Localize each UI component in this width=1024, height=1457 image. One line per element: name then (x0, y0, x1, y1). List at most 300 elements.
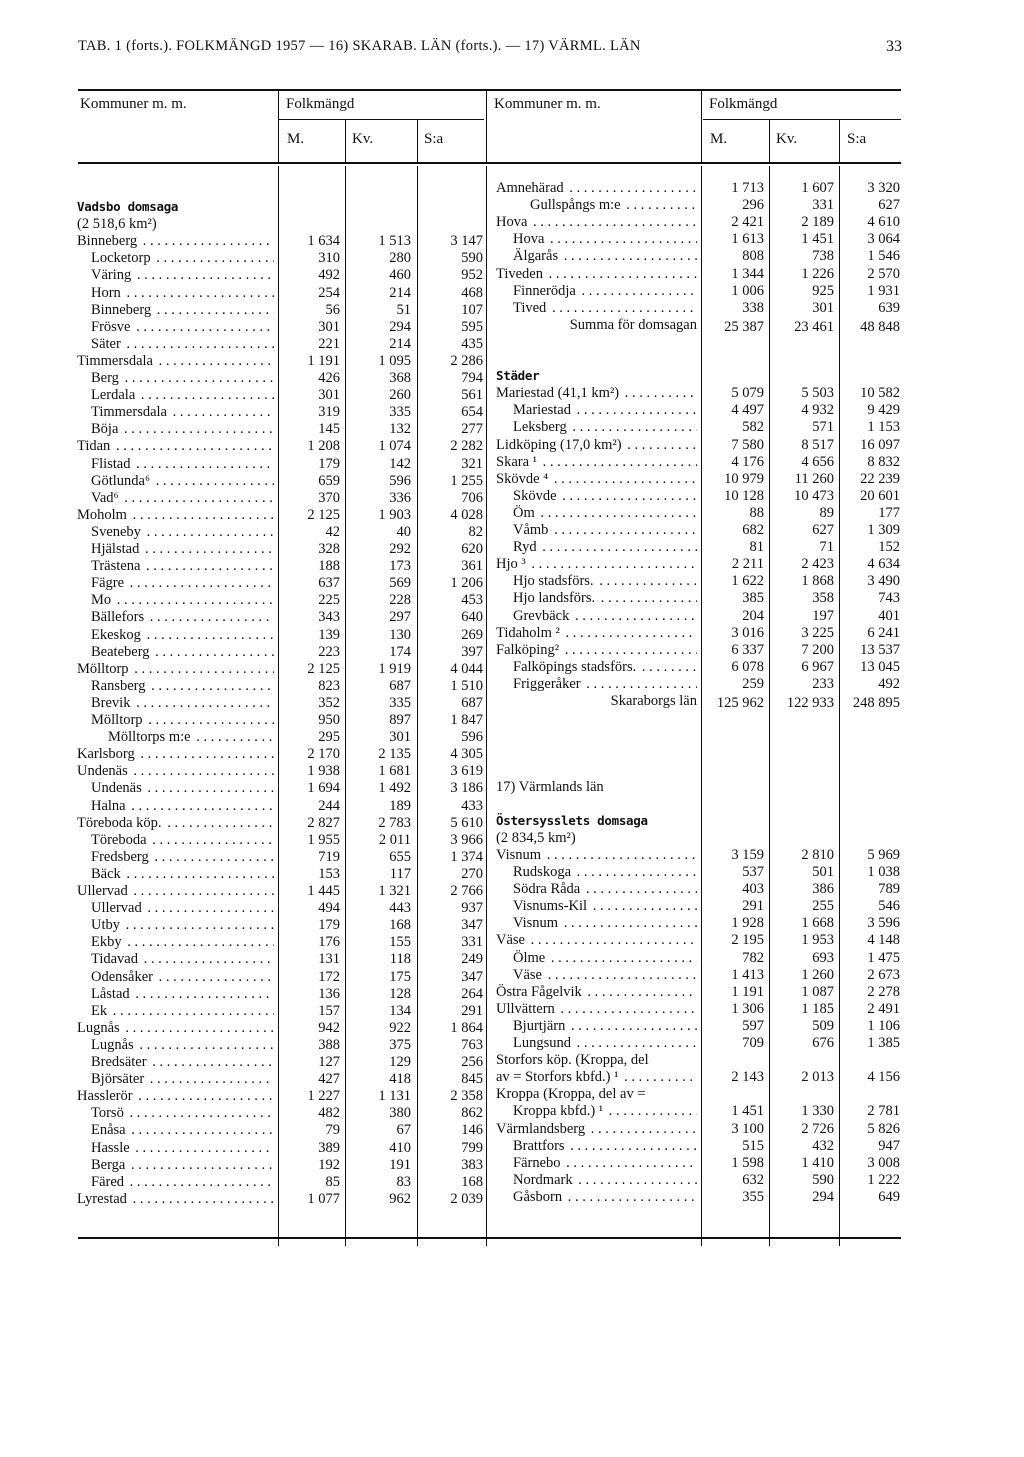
cell-sa: 4 634 (867, 556, 900, 573)
row-label: Timmersdala (91, 404, 167, 421)
row-name (91, 712, 274, 728)
vline-right-name (701, 89, 702, 163)
cell-sa: 435 (461, 335, 483, 352)
cell-kv: 1 260 (801, 966, 834, 983)
row-name (513, 505, 697, 521)
cell-kv: 368 (389, 370, 411, 386)
row-name (513, 967, 697, 983)
row-label: Vadsbo domsaga (77, 199, 179, 214)
row-name (513, 676, 697, 692)
row-name (513, 300, 697, 316)
cell-sa: 3 596 (867, 915, 900, 932)
cell-m: 179 (318, 917, 340, 934)
cell-sa: 401 (878, 607, 900, 624)
row-label: Visnum (496, 846, 542, 863)
row-label: Hjo landsförs. (513, 590, 596, 607)
row-label: Undenäs (77, 763, 128, 780)
cell-kv: 1 451 (801, 231, 834, 248)
row-name (496, 642, 697, 658)
cell-kv: 8 517 (801, 436, 834, 453)
cell-m: 1 613 (731, 231, 764, 248)
row-name (513, 1172, 697, 1188)
row-label: Bjurtjärn (513, 1017, 566, 1034)
cell-sa: 1 106 (867, 1017, 900, 1034)
cell-kv: 1 330 (801, 1103, 834, 1120)
cell-m: 1 598 (731, 1154, 764, 1171)
row-label: Töreboda köp. (77, 814, 162, 831)
row-label: Finnerödja (513, 282, 576, 299)
table-row (0, 197, 1024, 213)
cell-kv: 1 607 (801, 180, 834, 196)
cell-sa: 22 239 (860, 470, 900, 487)
cell-m: 1 622 (731, 573, 764, 590)
cell-m: 1 713 (731, 180, 764, 196)
cell-m: 403 (742, 881, 764, 898)
row-label: Trästena (91, 558, 141, 575)
table-row (0, 763, 1024, 779)
cell-kv: 693 (812, 949, 834, 966)
cell-sa: 794 (461, 370, 483, 386)
cell-kv: 418 (389, 1071, 411, 1088)
row-label: Flistad (91, 455, 131, 472)
cell-sa: 82 (468, 523, 483, 540)
table-row (0, 1018, 1024, 1034)
cell-m: 426 (318, 370, 340, 386)
cell-m: 537 (742, 864, 764, 880)
table-row (0, 779, 1024, 795)
row-label: Kroppa (Kroppa, del av = (496, 1086, 646, 1103)
cell-sa: 3 966 (450, 831, 483, 848)
table-row (0, 1138, 1024, 1154)
cell-kv: 1 185 (801, 1000, 834, 1017)
table-row (0, 505, 1024, 521)
cell-m: 632 (742, 1171, 764, 1188)
cell-m: 157 (318, 1002, 340, 1019)
row-label: Björsäter (91, 1071, 145, 1088)
row-label: (2 834,5 km²) (496, 829, 576, 846)
row-label: Utby (91, 917, 120, 934)
cell-sa: 2 766 (450, 883, 483, 899)
bottom-rule (78, 1237, 901, 1239)
cell-sa: 10 582 (860, 385, 900, 402)
cell-m: 4 497 (731, 402, 764, 419)
table-row (0, 1069, 1024, 1088)
cell-sa: 6 241 (867, 624, 900, 641)
table-row (0, 522, 1024, 538)
row-name (513, 231, 697, 247)
cell-sa: 291 (461, 1002, 483, 1019)
row-name (496, 471, 697, 487)
table-row (0, 932, 1024, 951)
cell-sa: 321 (461, 455, 483, 472)
table-row (0, 798, 1024, 814)
row-label: Vad⁶ (91, 489, 119, 506)
cell-kv: 1 226 (801, 265, 834, 282)
cell-sa: 256 (461, 1054, 483, 1070)
cell-m: 188 (318, 558, 340, 575)
row-label: Mölltorp (77, 660, 129, 677)
table-row (0, 642, 1024, 658)
table-row (0, 830, 1024, 846)
cell-kv: 129 (389, 1054, 411, 1070)
cell-m: 1 634 (307, 233, 340, 250)
cell-kv: 23 461 (794, 318, 834, 335)
row-name (77, 746, 274, 762)
cell-sa: 763 (461, 1036, 483, 1053)
cell-m: 1 445 (307, 883, 340, 899)
cell-kv: 3 225 (801, 624, 834, 641)
row-label: Hasslerör (77, 1088, 133, 1105)
row-label: Gullspångs m:e (530, 197, 621, 214)
row-label: Skövde (513, 487, 557, 504)
cell-m: 389 (318, 1139, 340, 1156)
cell-m: 2 195 (731, 932, 764, 949)
row-name (513, 419, 697, 435)
row-label: av = Storfors kbfd.) ¹ (496, 1069, 619, 1086)
summary-label: Skaraborgs län (610, 693, 697, 709)
row-name (513, 898, 697, 914)
cell-m: 10 128 (724, 487, 764, 504)
cell-kv: 922 (389, 1019, 411, 1036)
row-label: Hova (496, 214, 528, 231)
cell-kv: 89 (819, 504, 834, 521)
cell-kv: 1 513 (378, 233, 411, 250)
m-header-right: M. (710, 131, 728, 147)
cell-kv: 1 410 (801, 1154, 834, 1171)
table-row (0, 539, 1024, 555)
cell-sa: 3 490 (867, 573, 900, 590)
row-name (513, 881, 697, 897)
row-label: Våmb (513, 522, 549, 538)
page-number: 33 (886, 38, 902, 55)
cell-kv: 509 (812, 1017, 834, 1034)
cell-sa: 13 537 (860, 641, 900, 658)
row-name (513, 522, 697, 538)
row-name (513, 608, 697, 624)
cell-m: 25 387 (724, 318, 764, 335)
cell-sa: 2 673 (867, 966, 900, 983)
cell-kv: 501 (812, 864, 834, 880)
cell-kv: 174 (389, 643, 411, 660)
cell-kv: 2 013 (801, 1069, 834, 1086)
cell-kv: 962 (389, 1190, 411, 1207)
vline-left-name (278, 89, 279, 163)
cell-m: 950 (318, 712, 340, 728)
row-label: Ransberg (91, 677, 146, 694)
kv-header-right: Kv. (776, 131, 798, 147)
cell-m: 145 (318, 421, 340, 438)
cell-sa: 468 (461, 284, 483, 301)
row-name (513, 283, 697, 299)
row-label: Brattfors (513, 1137, 565, 1154)
row-label: Östersysslets domsaga (496, 812, 648, 828)
cell-m: 172 (318, 968, 340, 985)
cell-m: 223 (318, 643, 340, 660)
cell-m: 295 (318, 729, 340, 746)
row-label: Nordmark (513, 1171, 573, 1188)
table-row (0, 317, 1024, 333)
row-label: Beateberg (91, 643, 150, 660)
cell-m: 310 (318, 250, 340, 267)
cell-kv: 2 810 (801, 846, 834, 863)
row-label: Amnehärad (496, 180, 564, 196)
cell-sa: 2 286 (450, 352, 483, 369)
row-label: Timmersdala (77, 352, 153, 369)
row-label: Storfors köp. (Kroppa, del (496, 1052, 649, 1069)
cell-sa: 4 028 (450, 506, 483, 523)
cell-sa: 8 832 (867, 453, 900, 470)
row-label: Värmlandsberg (496, 1120, 586, 1137)
cell-kv: 676 (812, 1035, 834, 1051)
cell-sa: 5 610 (450, 814, 483, 831)
table-row (0, 437, 1024, 453)
cell-m: 6 337 (731, 641, 764, 658)
cell-kv: 130 (389, 626, 411, 643)
cell-sa: 277 (461, 421, 483, 438)
cell-sa: 2 570 (867, 265, 900, 282)
cell-sa: 347 (461, 968, 483, 985)
row-label: Götlunda⁶ (91, 472, 151, 489)
cell-sa: 590 (461, 250, 483, 267)
cell-sa: 1 374 (450, 848, 483, 865)
cell-sa: 3 186 (450, 780, 483, 797)
row-label: Binneberg (77, 233, 138, 250)
cell-kv: 925 (812, 282, 834, 299)
cell-kv: 1 095 (378, 352, 411, 369)
row-label: Väse (513, 966, 542, 983)
row-label: Sveneby (91, 523, 141, 540)
row-label: Berga (91, 1156, 126, 1173)
cell-kv: 191 (389, 1156, 411, 1173)
cell-kv: 168 (389, 917, 411, 934)
cell-sa: 3 008 (867, 1154, 900, 1171)
cell-kv: 301 (812, 299, 834, 316)
cell-kv: 375 (389, 1036, 411, 1053)
cell-sa: 4 610 (867, 214, 900, 231)
cell-kv: 67 (396, 1122, 411, 1139)
cell-sa: 4 156 (867, 1069, 900, 1086)
cell-m: 225 (318, 592, 340, 609)
table-row (0, 712, 1024, 728)
cell-kv: 173 (389, 558, 411, 575)
cell-kv: 117 (389, 865, 411, 882)
cell-kv: 2 135 (378, 746, 411, 763)
cell-sa: 4 148 (867, 932, 900, 949)
cell-kv: 1 074 (378, 438, 411, 455)
cell-m: 2 125 (307, 506, 340, 523)
cell-m: 79 (325, 1122, 340, 1139)
row-name (91, 336, 274, 352)
row-label: Lyrestad (77, 1190, 127, 1207)
cell-kv: 155 (389, 934, 411, 951)
row-label: Visnums-Kil (513, 898, 588, 915)
table-row (0, 556, 1024, 575)
row-label: Lugnås (77, 1019, 120, 1036)
row-label: Skövde ⁴ (496, 470, 549, 487)
row-label: Södra Råda (513, 881, 581, 898)
cell-kv: 2 011 (378, 831, 411, 848)
cell-sa: 546 (878, 898, 900, 915)
cell-m: 3 100 (731, 1120, 764, 1137)
table-row (0, 625, 1024, 641)
row-name (91, 798, 274, 814)
cell-sa: 1 385 (867, 1035, 900, 1051)
table-title: TAB. 1 (forts.). FOLKMÄNGD 1957 — 16) SKARAB. LÄN (forts.). — 17) VÄRML. LÄN (78, 38, 641, 54)
cell-sa: 3 064 (867, 231, 900, 248)
row-label: Hjälstad (91, 541, 140, 557)
row-label: Färnebo (513, 1154, 561, 1171)
vline-left-kv (417, 120, 418, 163)
row-label: Bällefors (91, 609, 145, 626)
table-row (0, 1121, 1024, 1137)
row-name (513, 1138, 697, 1154)
table-row (0, 283, 1024, 299)
cell-m: 153 (318, 865, 340, 882)
cell-kv: 596 (389, 472, 411, 489)
cell-kv: 2 189 (801, 214, 834, 231)
cell-m: 2 827 (307, 814, 340, 831)
cell-kv: 128 (389, 985, 411, 1002)
cell-sa: 5 969 (867, 846, 900, 863)
table-row (0, 915, 1024, 934)
cell-m: 338 (742, 299, 764, 316)
table-row (0, 729, 1024, 745)
cell-sa: 397 (461, 643, 483, 660)
cell-kv: 460 (389, 267, 411, 284)
cell-m: 1 191 (731, 983, 764, 1000)
row-label: Fägre (91, 575, 125, 592)
cell-m: 176 (318, 934, 340, 951)
cell-m: 139 (318, 626, 340, 643)
cell-kv: 331 (812, 197, 834, 214)
cell-kv: 336 (389, 489, 411, 506)
cell-kv: 228 (389, 592, 411, 609)
table-row (0, 950, 1024, 966)
row-label: Mo (91, 592, 112, 609)
table-row (0, 488, 1024, 504)
row-label: Binneberg (91, 301, 152, 318)
cell-m: 88 (749, 504, 764, 521)
row-name (496, 214, 697, 230)
cell-sa: 1 546 (867, 248, 900, 265)
row-label: Färed (91, 1173, 125, 1190)
cell-sa: 639 (878, 299, 900, 316)
cell-m: 56 (325, 301, 340, 318)
cell-sa: 706 (461, 489, 483, 506)
row-label: Tidavad (91, 951, 138, 968)
row-name (530, 197, 697, 213)
cell-kv: 655 (389, 848, 411, 865)
table-row (0, 419, 1024, 438)
cell-m: 719 (318, 848, 340, 865)
table-row (0, 967, 1024, 983)
cell-kv: 1 919 (378, 660, 411, 677)
cell-m: 2 211 (731, 556, 764, 573)
row-name (496, 625, 697, 641)
table-row (0, 1172, 1024, 1188)
table-row (0, 659, 1024, 675)
row-name (513, 1155, 697, 1171)
table-row (0, 693, 1024, 709)
table-row (0, 984, 1024, 1000)
row-name (513, 1189, 697, 1205)
cell-sa: 177 (878, 504, 900, 521)
cell-sa: 1 222 (867, 1171, 900, 1188)
cell-kv: 189 (389, 797, 411, 814)
cell-kv: 7 200 (801, 641, 834, 658)
cell-sa: 789 (878, 881, 900, 898)
table-row (0, 214, 1024, 233)
cell-kv: 214 (389, 284, 411, 301)
row-label: Mariestad (513, 402, 571, 419)
cell-sa: 433 (461, 797, 483, 814)
cell-kv: 6 967 (801, 658, 834, 675)
cell-m: 1 413 (731, 966, 764, 983)
folkmangd-underline-left (278, 119, 484, 120)
row-name (496, 180, 697, 196)
cell-m: 659 (318, 472, 340, 489)
row-name (496, 1001, 697, 1017)
sa-header-right: S:a (847, 131, 867, 147)
table-row (0, 676, 1024, 692)
row-name (513, 864, 697, 880)
header-bottom-rule (78, 162, 901, 164)
cell-sa: 3 619 (450, 763, 483, 780)
row-label: 17) Värmlands län (496, 778, 604, 795)
row-label: Bredsäter (91, 1054, 147, 1070)
cell-kv: 1 953 (801, 932, 834, 949)
cell-kv: 2 726 (801, 1120, 834, 1137)
cell-m: 10 979 (724, 470, 764, 487)
row-name (513, 573, 697, 589)
cell-kv: 4 656 (801, 453, 834, 470)
cell-sa: 107 (461, 301, 483, 318)
cell-sa: 2 039 (450, 1190, 483, 1207)
table-row (0, 248, 1024, 267)
cell-sa: 3 320 (867, 180, 900, 196)
row-name (496, 779, 697, 795)
cell-sa: 952 (461, 267, 483, 284)
row-label: Halna (91, 797, 126, 814)
cell-m: 204 (742, 607, 764, 624)
kommuner-header-left: Kommuner m. m. (80, 96, 187, 112)
cell-m: 1 077 (307, 1190, 340, 1207)
cell-m: 808 (742, 248, 764, 265)
row-label: Böja (91, 421, 119, 438)
cell-kv: 627 (812, 522, 834, 538)
table-row (0, 1052, 1024, 1068)
row-label: Älgarås (513, 248, 559, 265)
vline-right-kv (839, 120, 840, 163)
cell-sa: 947 (878, 1137, 900, 1154)
cell-sa: 249 (461, 951, 483, 968)
row-label: Rudskoga (513, 864, 571, 880)
row-label: Visnum (513, 915, 559, 932)
cell-kv: 358 (812, 590, 834, 607)
table-row (0, 573, 1024, 592)
cell-m: 637 (318, 575, 340, 592)
row-name (496, 454, 697, 470)
table-row (0, 300, 1024, 316)
section-heading (0, 368, 1024, 384)
table-row (0, 881, 1024, 897)
row-label: Östra Fågelvik (496, 983, 582, 1000)
table-row (0, 266, 1024, 282)
row-label: Ekby (91, 934, 122, 951)
table-row (0, 336, 1024, 352)
row-name (513, 488, 697, 504)
cell-m: 2 143 (731, 1069, 764, 1086)
